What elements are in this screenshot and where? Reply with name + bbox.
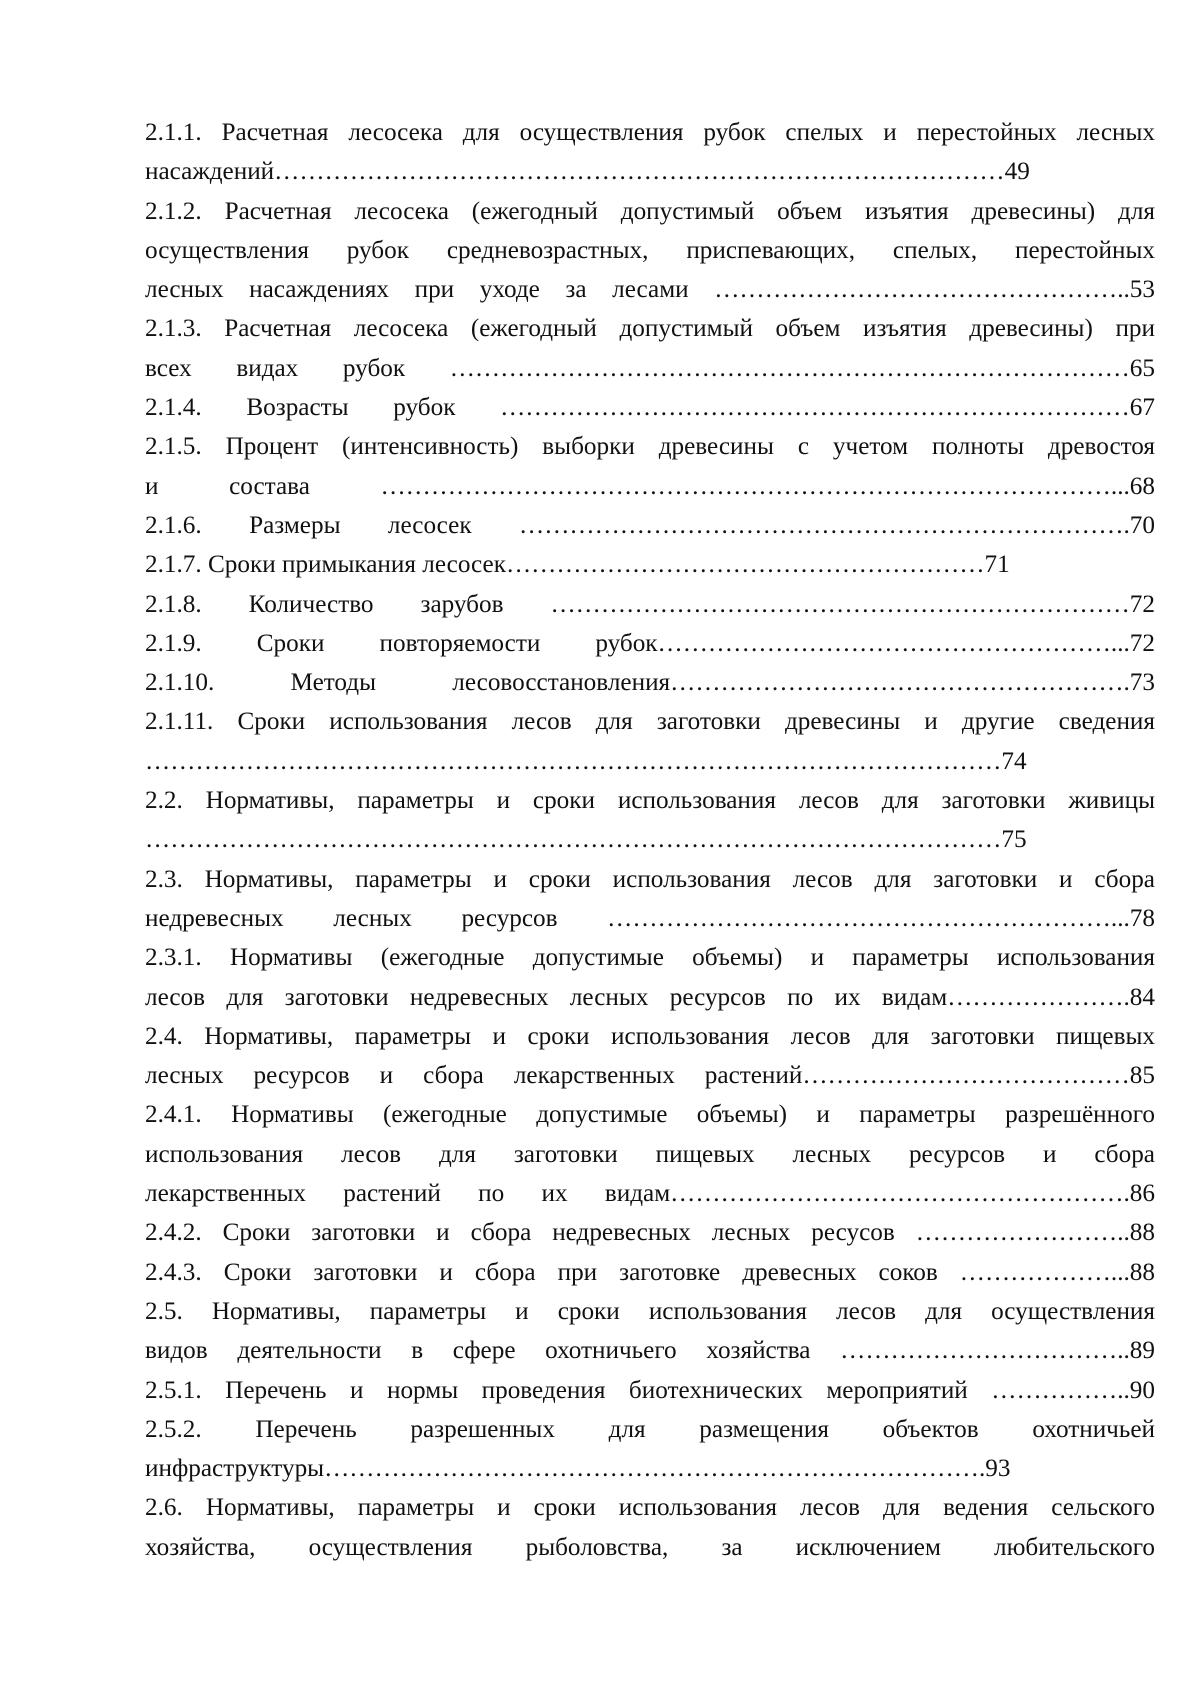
toc-entry-line: 2.4.2. Сроки заготовки и сбора недревесных лесных ресусов ……………………..88 xyxy=(145,1219,1155,1247)
toc-entry-line: 2.1.6. Размеры лесосек ……………………………………………………………….70 xyxy=(145,511,1155,539)
toc-entry-line: 2.5.1. Перечень и нормы проведения биотехнических мероприятий ……………..90 xyxy=(145,1376,1155,1404)
toc-entry-line: лесов для заготовки недревесных лесных ресурсов по их видам………………….84 xyxy=(145,983,1155,1011)
toc-entry[interactable] xyxy=(145,113,1155,192)
toc-entry-line: насаждений……………………………………………………………………………49 xyxy=(145,158,1030,186)
toc-entry[interactable] xyxy=(145,1253,1155,1292)
toc-entry-line: …………………………………………………………………………………………75 xyxy=(145,826,1027,854)
toc-entry-line: видов деятельности в сфере охотничьего хозяйства ……………………………..89 xyxy=(145,1337,1155,1365)
toc-entry-line: и состава ……………………………………………………………………………...68 xyxy=(145,472,1155,500)
toc-entry-line: 2.1.10. Методы лесовосстановления……………………………………………….73 xyxy=(145,669,1155,697)
toc-entry[interactable] xyxy=(145,781,1155,860)
toc-entry-line: лесных насаждениях при уходе за лесами …………………………………………..53 xyxy=(145,276,1155,304)
toc-entry[interactable] xyxy=(145,1292,1155,1371)
toc-entry-line: недревесных лесных ресурсов ……………………………………………………...78 xyxy=(145,904,1155,932)
toc-entry-line: 2.5.2. Перечень разрешенных для размещения объектов охотничьей xyxy=(145,1415,1155,1443)
toc-entry-line: …………………………………………………………………………………………74 xyxy=(145,747,1027,775)
toc-entry[interactable] xyxy=(145,938,1155,1017)
toc-entry-line: 2.4.1. Нормативы (ежегодные допустимые объемы) и параметры разрешённого xyxy=(145,1101,1155,1129)
toc-entry[interactable] xyxy=(145,624,1155,663)
toc-entry[interactable] xyxy=(145,1410,1155,1489)
toc-entry[interactable] xyxy=(145,702,1155,781)
toc-entry[interactable] xyxy=(145,545,1155,584)
toc-entry-line: 2.1.5. Процент (интенсивность) выборки древесины с учетом полноты древостоя xyxy=(145,433,1155,461)
toc-entry[interactable] xyxy=(145,1371,1155,1410)
toc-entry[interactable] xyxy=(145,860,1155,939)
toc-entry-line: 2.2. Нормативы, параметры и сроки использования лесов для заготовки живицы xyxy=(145,787,1155,815)
toc-entry-line: 2.1.4. Возрасты рубок …………………………………………………………………67 xyxy=(145,394,1155,422)
toc-entry-line: 2.1.3. Расчетная лесосека (ежегодный допустимый объем изъятия древесины) при xyxy=(145,315,1155,343)
toc-entry-line: 2.4. Нормативы, параметры и сроки использования лесов для заготовки пищевых xyxy=(145,1022,1155,1050)
toc-entry[interactable] xyxy=(145,192,1155,310)
toc-entry-line: хозяйства, осуществления рыболовства, за исключением любительского xyxy=(145,1533,1155,1561)
toc-entry-line: осуществления рубок средневозрастных, приспевающих, спелых, перестойных xyxy=(145,236,1155,264)
toc-entry-line: лекарственных растений по их видам……………………………………………….86 xyxy=(145,1180,1155,1208)
toc-entry-line: 2.1.7. Сроки примыкания лесосек…………………………………………………71 xyxy=(145,551,1010,579)
toc-entry-line: всех видах рубок ………………………………………………………………………65 xyxy=(145,354,1155,382)
toc-entry-line: 2.5. Нормативы, параметры и сроки использования лесов для осуществления xyxy=(145,1297,1155,1325)
toc-entry[interactable] xyxy=(145,388,1155,427)
toc-entry[interactable] xyxy=(145,1095,1155,1213)
toc-entry-line: 2.3.1. Нормативы (ежегодные допустимые объемы) и параметры использования xyxy=(145,944,1155,972)
toc-entry-line: использования лесов для заготовки пищевых лесных ресурсов и сбора xyxy=(145,1140,1155,1168)
toc-entry-line: 2.1.8. Количество зарубов ……………………………………………………………72 xyxy=(145,590,1155,618)
toc-entry[interactable] xyxy=(145,309,1155,388)
toc-entry-line: 2.1.1. Расчетная лесосека для осуществления рубок спелых и перестойных лесных xyxy=(145,119,1155,146)
toc-entry[interactable] xyxy=(145,663,1155,702)
toc-entry[interactable] xyxy=(145,427,1155,506)
toc-entry-line: 2.1.2. Расчетная лесосека (ежегодный допустимый объем изъятия древесины) для xyxy=(145,197,1155,225)
toc-entry[interactable] xyxy=(145,1488,1155,1567)
toc-entry-line: инфраструктуры…………………………………………………………………….93 xyxy=(145,1455,1011,1483)
toc-entry-line: 2.1.9. Сроки повторяемости рубок………………………………………………...72 xyxy=(145,629,1155,657)
toc-entry[interactable] xyxy=(145,1213,1155,1252)
toc-entry-line: 2.4.3. Сроки заготовки и сбора при заготовке древесных соков ………………...88 xyxy=(145,1258,1155,1286)
toc-entry[interactable] xyxy=(145,506,1155,545)
toc-entry[interactable] xyxy=(145,585,1155,624)
toc-entry-line: 2.1.11. Сроки использования лесов для заготовки древесины и другие сведения xyxy=(145,708,1155,736)
table-of-contents xyxy=(145,113,1155,1567)
toc-entry-line: лесных ресурсов и сбора лекарственных растений…………………………………85 xyxy=(145,1062,1155,1090)
toc-entry-line: 2.3. Нормативы, параметры и сроки использования лесов для заготовки и сбора xyxy=(145,865,1155,893)
toc-entry-line: 2.6. Нормативы, параметры и сроки использования лесов для ведения сельского xyxy=(145,1494,1155,1522)
toc-entry[interactable] xyxy=(145,1017,1155,1096)
